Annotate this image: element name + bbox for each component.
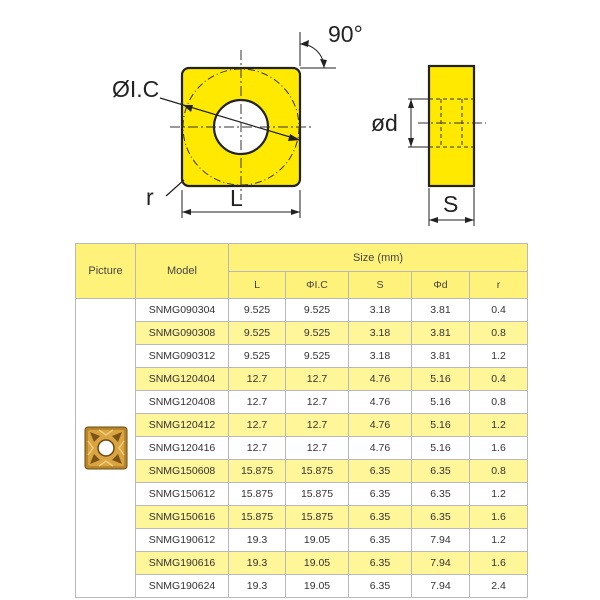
model-cell: SNMG190612	[136, 529, 229, 552]
insert-picture-cell	[76, 299, 136, 598]
size-cell: 5.16	[412, 368, 470, 391]
table-row	[76, 437, 528, 460]
size-cell: 1.2	[470, 529, 528, 552]
d-label: ød	[371, 110, 398, 136]
size-cell: 1.2	[470, 483, 528, 506]
technical-drawing	[0, 0, 600, 240]
table-row	[76, 322, 528, 345]
size-cell: 15.875	[286, 483, 349, 506]
size-cell: 6.35	[412, 483, 470, 506]
table-row	[76, 391, 528, 414]
angle-label: 90°	[328, 21, 363, 47]
size-cell: 19.05	[286, 529, 349, 552]
size-cell: 12.7	[286, 368, 349, 391]
size-cell: 7.94	[412, 529, 470, 552]
size-cell: 6.35	[349, 506, 412, 529]
size-cell: 19.3	[229, 552, 286, 575]
size-cell: 12.7	[286, 437, 349, 460]
size-cell: 7.94	[412, 575, 470, 598]
size-cell: 0.8	[470, 460, 528, 483]
size-cell: 5.16	[412, 437, 470, 460]
front-view	[160, 32, 336, 218]
size-cell: 15.875	[229, 506, 286, 529]
size-cell: 9.525	[286, 299, 349, 322]
size-header: Size (mm)	[229, 244, 528, 272]
size-cell: 1.2	[470, 345, 528, 368]
r-label: r	[146, 184, 154, 210]
size-cell: 12.7	[229, 414, 286, 437]
model-cell: SNMG120416	[136, 437, 229, 460]
size-cell: 9.525	[229, 345, 286, 368]
model-cell: SNMG120404	[136, 368, 229, 391]
size-cell: 6.35	[412, 460, 470, 483]
size-cell: 6.35	[412, 506, 470, 529]
table-row	[76, 345, 528, 368]
size-cell: 6.35	[349, 575, 412, 598]
size-cell: 15.875	[229, 483, 286, 506]
size-cell: 12.7	[229, 437, 286, 460]
size-cell: 2.4	[470, 575, 528, 598]
specification-table	[75, 243, 528, 598]
model-cell: SNMG120408	[136, 391, 229, 414]
table-row	[76, 299, 528, 322]
table-row	[76, 414, 528, 437]
size-cell: 19.3	[229, 575, 286, 598]
size-cell: 1.2	[470, 414, 528, 437]
size-cell: 15.875	[229, 460, 286, 483]
table-row	[76, 575, 528, 598]
size-cell: 7.94	[412, 552, 470, 575]
model-cell: SNMG090304	[136, 299, 229, 322]
size-cell: 12.7	[286, 391, 349, 414]
model-cell: SNMG190616	[136, 552, 229, 575]
ic-label: ØI.C	[112, 76, 160, 102]
size-cell: 1.6	[470, 506, 528, 529]
insert-photo	[84, 426, 128, 470]
size-cell: 6.35	[349, 529, 412, 552]
size-cell: 15.875	[286, 460, 349, 483]
model-header: Model	[136, 244, 229, 299]
table-row	[76, 552, 528, 575]
table-body	[76, 299, 528, 598]
model-cell: SNMG150608	[136, 460, 229, 483]
size-cell: 0.4	[470, 368, 528, 391]
size-cell: 12.7	[229, 368, 286, 391]
l-label: L	[230, 185, 243, 211]
column-header-l: L	[229, 272, 286, 299]
s-label: S	[443, 191, 459, 217]
model-cell: SNMG190624	[136, 575, 229, 598]
model-cell: SNMG120412	[136, 414, 229, 437]
column-header-s: S	[349, 272, 412, 299]
model-cell: SNMG090308	[136, 322, 229, 345]
size-cell: 4.76	[349, 414, 412, 437]
size-cell: 4.76	[349, 437, 412, 460]
picture-header: Picture	[76, 244, 136, 299]
size-cell: 6.35	[349, 483, 412, 506]
model-cell: SNMG090312	[136, 345, 229, 368]
size-cell: 3.18	[349, 345, 412, 368]
size-cell: 19.3	[229, 529, 286, 552]
table-row	[76, 506, 528, 529]
size-cell: 12.7	[229, 391, 286, 414]
column-header-d: Φd	[412, 272, 470, 299]
size-cell: 0.8	[470, 322, 528, 345]
size-cell: 3.81	[412, 299, 470, 322]
table-row	[76, 460, 528, 483]
size-cell: 5.16	[412, 414, 470, 437]
size-cell: 6.35	[349, 552, 412, 575]
size-cell: 12.7	[286, 414, 349, 437]
table-row	[76, 368, 528, 391]
size-cell: 9.525	[286, 322, 349, 345]
size-cell: 1.6	[470, 552, 528, 575]
size-cell: 5.16	[412, 391, 470, 414]
column-header-ic: ΦI.C	[286, 272, 349, 299]
size-cell: 4.76	[349, 391, 412, 414]
size-cell: 19.05	[286, 575, 349, 598]
size-cell: 6.35	[349, 460, 412, 483]
column-header-r: r	[470, 272, 528, 299]
size-cell: 9.525	[229, 322, 286, 345]
size-cell: 0.8	[470, 391, 528, 414]
model-cell: SNMG150616	[136, 506, 229, 529]
size-cell: 3.81	[412, 322, 470, 345]
size-cell: 15.875	[286, 506, 349, 529]
table-row	[76, 529, 528, 552]
size-cell: 4.76	[349, 368, 412, 391]
size-cell: 1.6	[470, 437, 528, 460]
size-cell: 9.525	[229, 299, 286, 322]
size-cell: 3.18	[349, 299, 412, 322]
size-cell: 19.05	[286, 552, 349, 575]
size-cell: 0.4	[470, 299, 528, 322]
table-row	[76, 483, 528, 506]
model-cell: SNMG150612	[136, 483, 229, 506]
size-cell: 3.81	[412, 345, 470, 368]
size-cell: 9.525	[286, 345, 349, 368]
size-cell: 3.18	[349, 322, 412, 345]
